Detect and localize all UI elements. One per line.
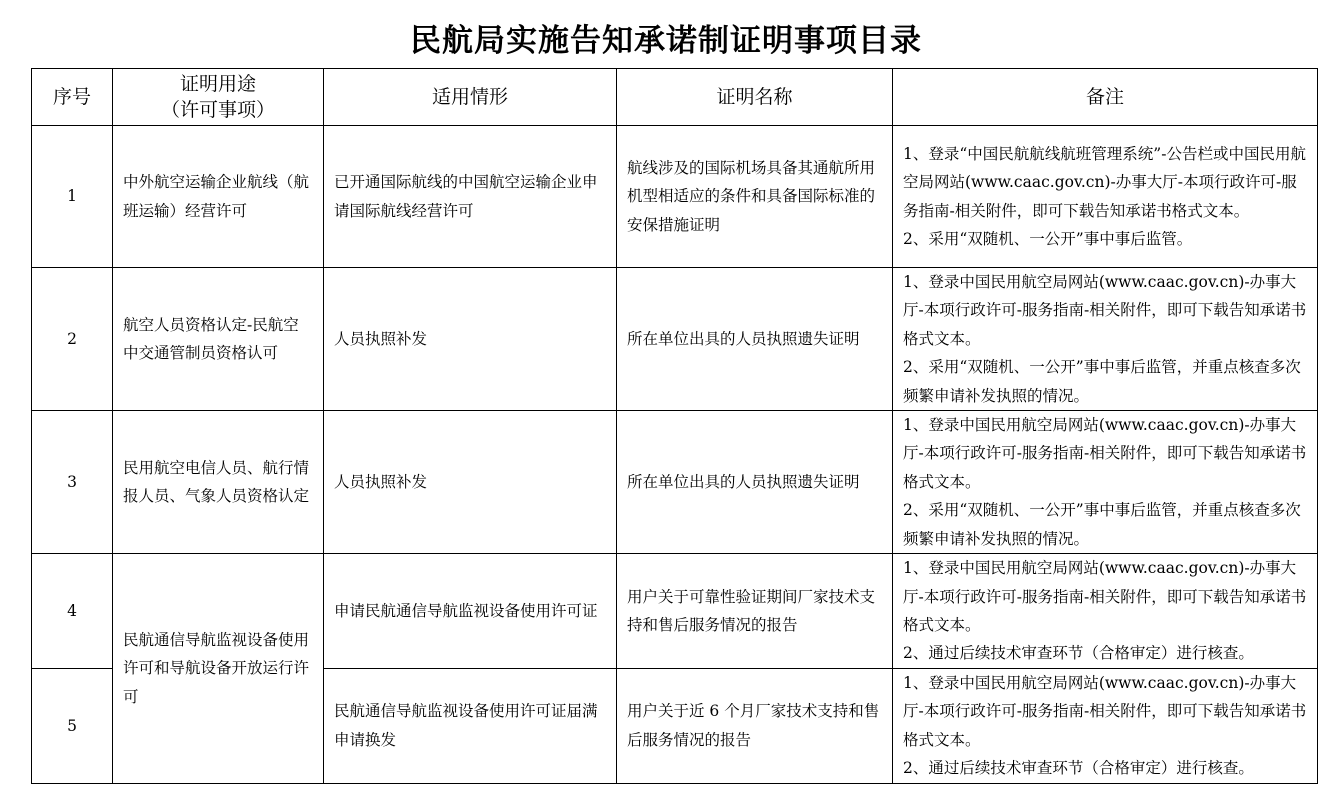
note-line: 2、采用“双随机、一公开”事中事后监管。 [903, 229, 1193, 248]
cell-scenario: 已开通国际航线的中国航空运输企业申请国际航线经营许可 [324, 126, 617, 268]
note-line: 2、采用“双随机、一公开”事中事后监管，并重点核查多次频繁申请补发执照的情况。 [903, 501, 1301, 548]
cell-seq: 5 [32, 669, 113, 784]
cell-cert-name: 所在单位出具的人员执照遗失证明 [617, 268, 893, 411]
cell-scenario: 人员执照补发 [324, 268, 617, 411]
cell-purpose: 中外航空运输企业航线（航班运输）经营许可 [113, 126, 324, 268]
page-title: 民航局实施告知承诺制证明事项目录 [410, 23, 922, 59]
table-row [32, 126, 1318, 268]
cell-notes [893, 554, 1318, 669]
header-notes: 备注 [893, 69, 1318, 126]
cell-cert-name: 用户关于可靠性验证期间厂家技术支持和售后服务情况的报告 [617, 554, 893, 669]
cell-scenario: 人员执照补发 [324, 411, 617, 554]
cell-seq: 4 [32, 554, 113, 669]
cell-purpose: 民用航空电信人员、航行情报人员、气象人员资格认定 [113, 411, 324, 554]
cell-purpose: 民航通信导航监视设备使用许可和导航设备开放运行许可 [113, 554, 324, 784]
cell-cert-name: 航线涉及的国际机场具备其通航所用机型相适应的条件和具备国际标准的安保措施证明 [617, 126, 893, 268]
note-line: 2、通过后续技术审查环节（合格审定）进行核查。 [903, 644, 1254, 663]
header-cert-name: 证明名称 [617, 69, 893, 126]
header-purpose [113, 69, 324, 126]
cell-purpose: 航空人员资格认定-民航空中交通管制员资格认可 [113, 268, 324, 411]
cell-cert-name: 用户关于近 6 个月厂家技术支持和售后服务情况的报告 [617, 669, 893, 784]
note-line: 1、登录中国民用航空局网站(www.caac.gov.cn)-办事大厅-本项行政许可-服务指南-相关附件，即可下载告知承诺书格式文本。 [903, 273, 1307, 348]
cell-seq: 2 [32, 268, 113, 411]
cell-notes [893, 411, 1318, 554]
cell-scenario: 申请民航通信导航监视设备使用许可证 [324, 554, 617, 669]
note-line: 1、登录中国民用航空局网站(www.caac.gov.cn)-办事大厅-本项行政许可-服务指南-相关附件，即可下载告知承诺书格式文本。 [903, 559, 1307, 635]
note-line: 2、采用“双随机、一公开”事中事后监管，并重点核查多次频繁申请补发执照的情况。 [903, 358, 1301, 405]
catalog-table [31, 68, 1318, 784]
cell-notes [893, 669, 1318, 784]
cell-notes [893, 126, 1318, 268]
header-purpose-line1: 证明用途 [179, 73, 256, 95]
header-purpose-line2: （许可事项） [160, 99, 275, 121]
table-row [32, 268, 1318, 411]
cell-scenario: 民航通信导航监视设备使用许可证届满申请换发 [324, 669, 617, 784]
cell-notes [893, 268, 1318, 411]
header-scenario: 适用情形 [324, 69, 617, 126]
table-header-row [32, 69, 1318, 126]
note-line: 1、登录中国民用航空局网站(www.caac.gov.cn)-办事大厅-本项行政许可-服务指南-相关附件，即可下载告知承诺书格式文本。 [903, 674, 1307, 749]
note-line: 1、登录“中国民航航线航班管理系统”-公告栏或中国民用航空局网站(www.caac.gov.cn)-办事大厅-本项行政许可-服务指南-相关附件，即可下载告知承诺书格式文本。 [903, 144, 1306, 220]
cell-seq: 1 [32, 126, 113, 268]
note-line: 2、通过后续技术审查环节（合格审定）进行核查。 [903, 759, 1254, 778]
cell-seq: 3 [32, 411, 113, 554]
header-seq: 序号 [32, 69, 113, 126]
note-line: 1、登录中国民用航空局网站(www.caac.gov.cn)-办事大厅-本项行政许可-服务指南-相关附件，即可下载告知承诺书格式文本。 [903, 416, 1307, 491]
table-row [32, 411, 1318, 554]
table-row [32, 554, 1318, 669]
cell-cert-name: 所在单位出具的人员执照遗失证明 [617, 411, 893, 554]
